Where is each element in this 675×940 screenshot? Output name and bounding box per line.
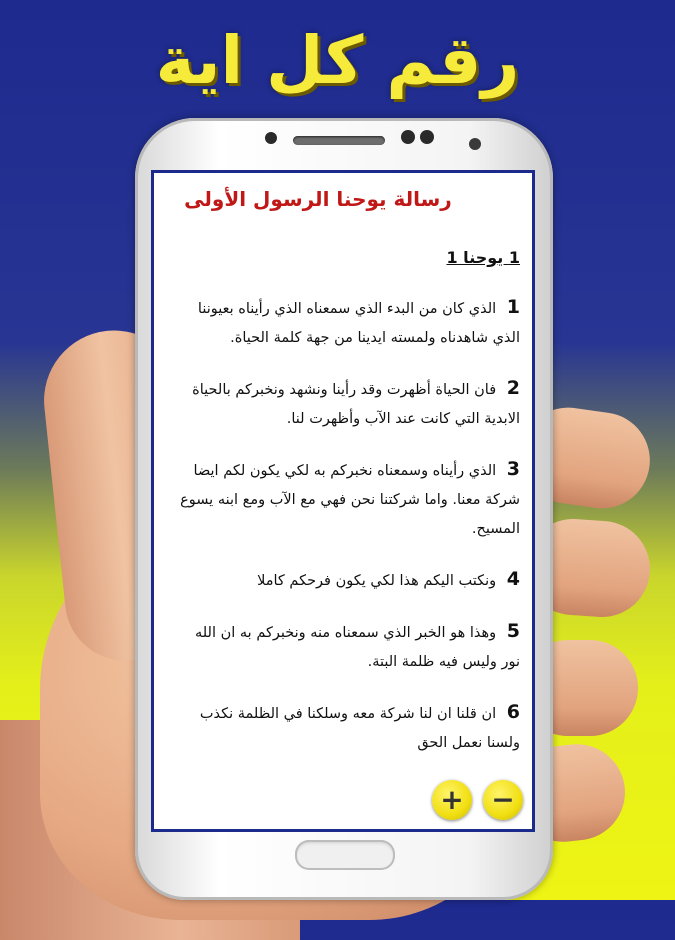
- front-camera: [469, 138, 481, 150]
- home-button[interactable]: [295, 840, 395, 870]
- sensor-dot: [420, 130, 434, 144]
- verse-item: [174, 698, 520, 758]
- sensor-dot: [401, 130, 415, 144]
- sensor-dot: [265, 132, 277, 144]
- verse-number: 6: [506, 701, 520, 723]
- verse-number: 3: [506, 458, 520, 480]
- verse-text: وهذا هو الخبر الذي سمعناه منه ونخبركم به ان الله نور وليس فيه ظلمة البتة.: [194, 625, 520, 670]
- phone-screen: [151, 170, 535, 832]
- plus-icon: +: [440, 783, 464, 816]
- verse-text: الذي رأيناه وسمعناه نخبركم به لكي يكون لكم ايضا شركة معنا. واما شركتنا نحن فهي مع الآب ومع ابنه يسوع المسيح.: [180, 463, 520, 537]
- verse-text: ان قلنا ان لنا شركة معه وسلكنا في الظلمة نكذب ولسنا نعمل الحق: [199, 706, 520, 751]
- zoom-out-button[interactable]: [483, 780, 523, 820]
- verse-number: 1: [506, 296, 520, 318]
- banner-headline: رقم كل اية: [155, 22, 520, 99]
- verse-item: [174, 565, 520, 596]
- minus-icon: −: [491, 783, 515, 816]
- verse-number: 5: [506, 620, 520, 642]
- verse-item: [174, 455, 520, 544]
- verse-text: الذي كان من البدء الذي سمعناه الذي رأيناه بعيوننا الذي شاهدناه ولمسته ايدينا من جهة كلمة الحياة.: [197, 301, 520, 346]
- verse-item: [174, 617, 520, 677]
- scripture-content[interactable]: [174, 243, 520, 779]
- phone-top-bezel: [135, 118, 553, 178]
- book-title: رسالة يوحنا الرسول الأولى: [184, 187, 452, 211]
- chapter-heading: 1 يوحنا 1: [446, 248, 520, 267]
- verse-item: [174, 293, 520, 353]
- earpiece-speaker: [293, 136, 385, 145]
- verse-number: 2: [506, 377, 520, 399]
- verse-number: 4: [506, 568, 520, 590]
- verse-text: فان الحياة أظهرت وقد رأينا ونشهد ونخبركم بالحياة الابدية التي كانت عند الآب وأظهرت لنا.: [192, 382, 520, 427]
- zoom-in-button[interactable]: [432, 780, 472, 820]
- verse-text: ونكتب اليكم هذا لكي يكون فرحكم كاملا: [257, 573, 497, 589]
- verse-item: [174, 374, 520, 434]
